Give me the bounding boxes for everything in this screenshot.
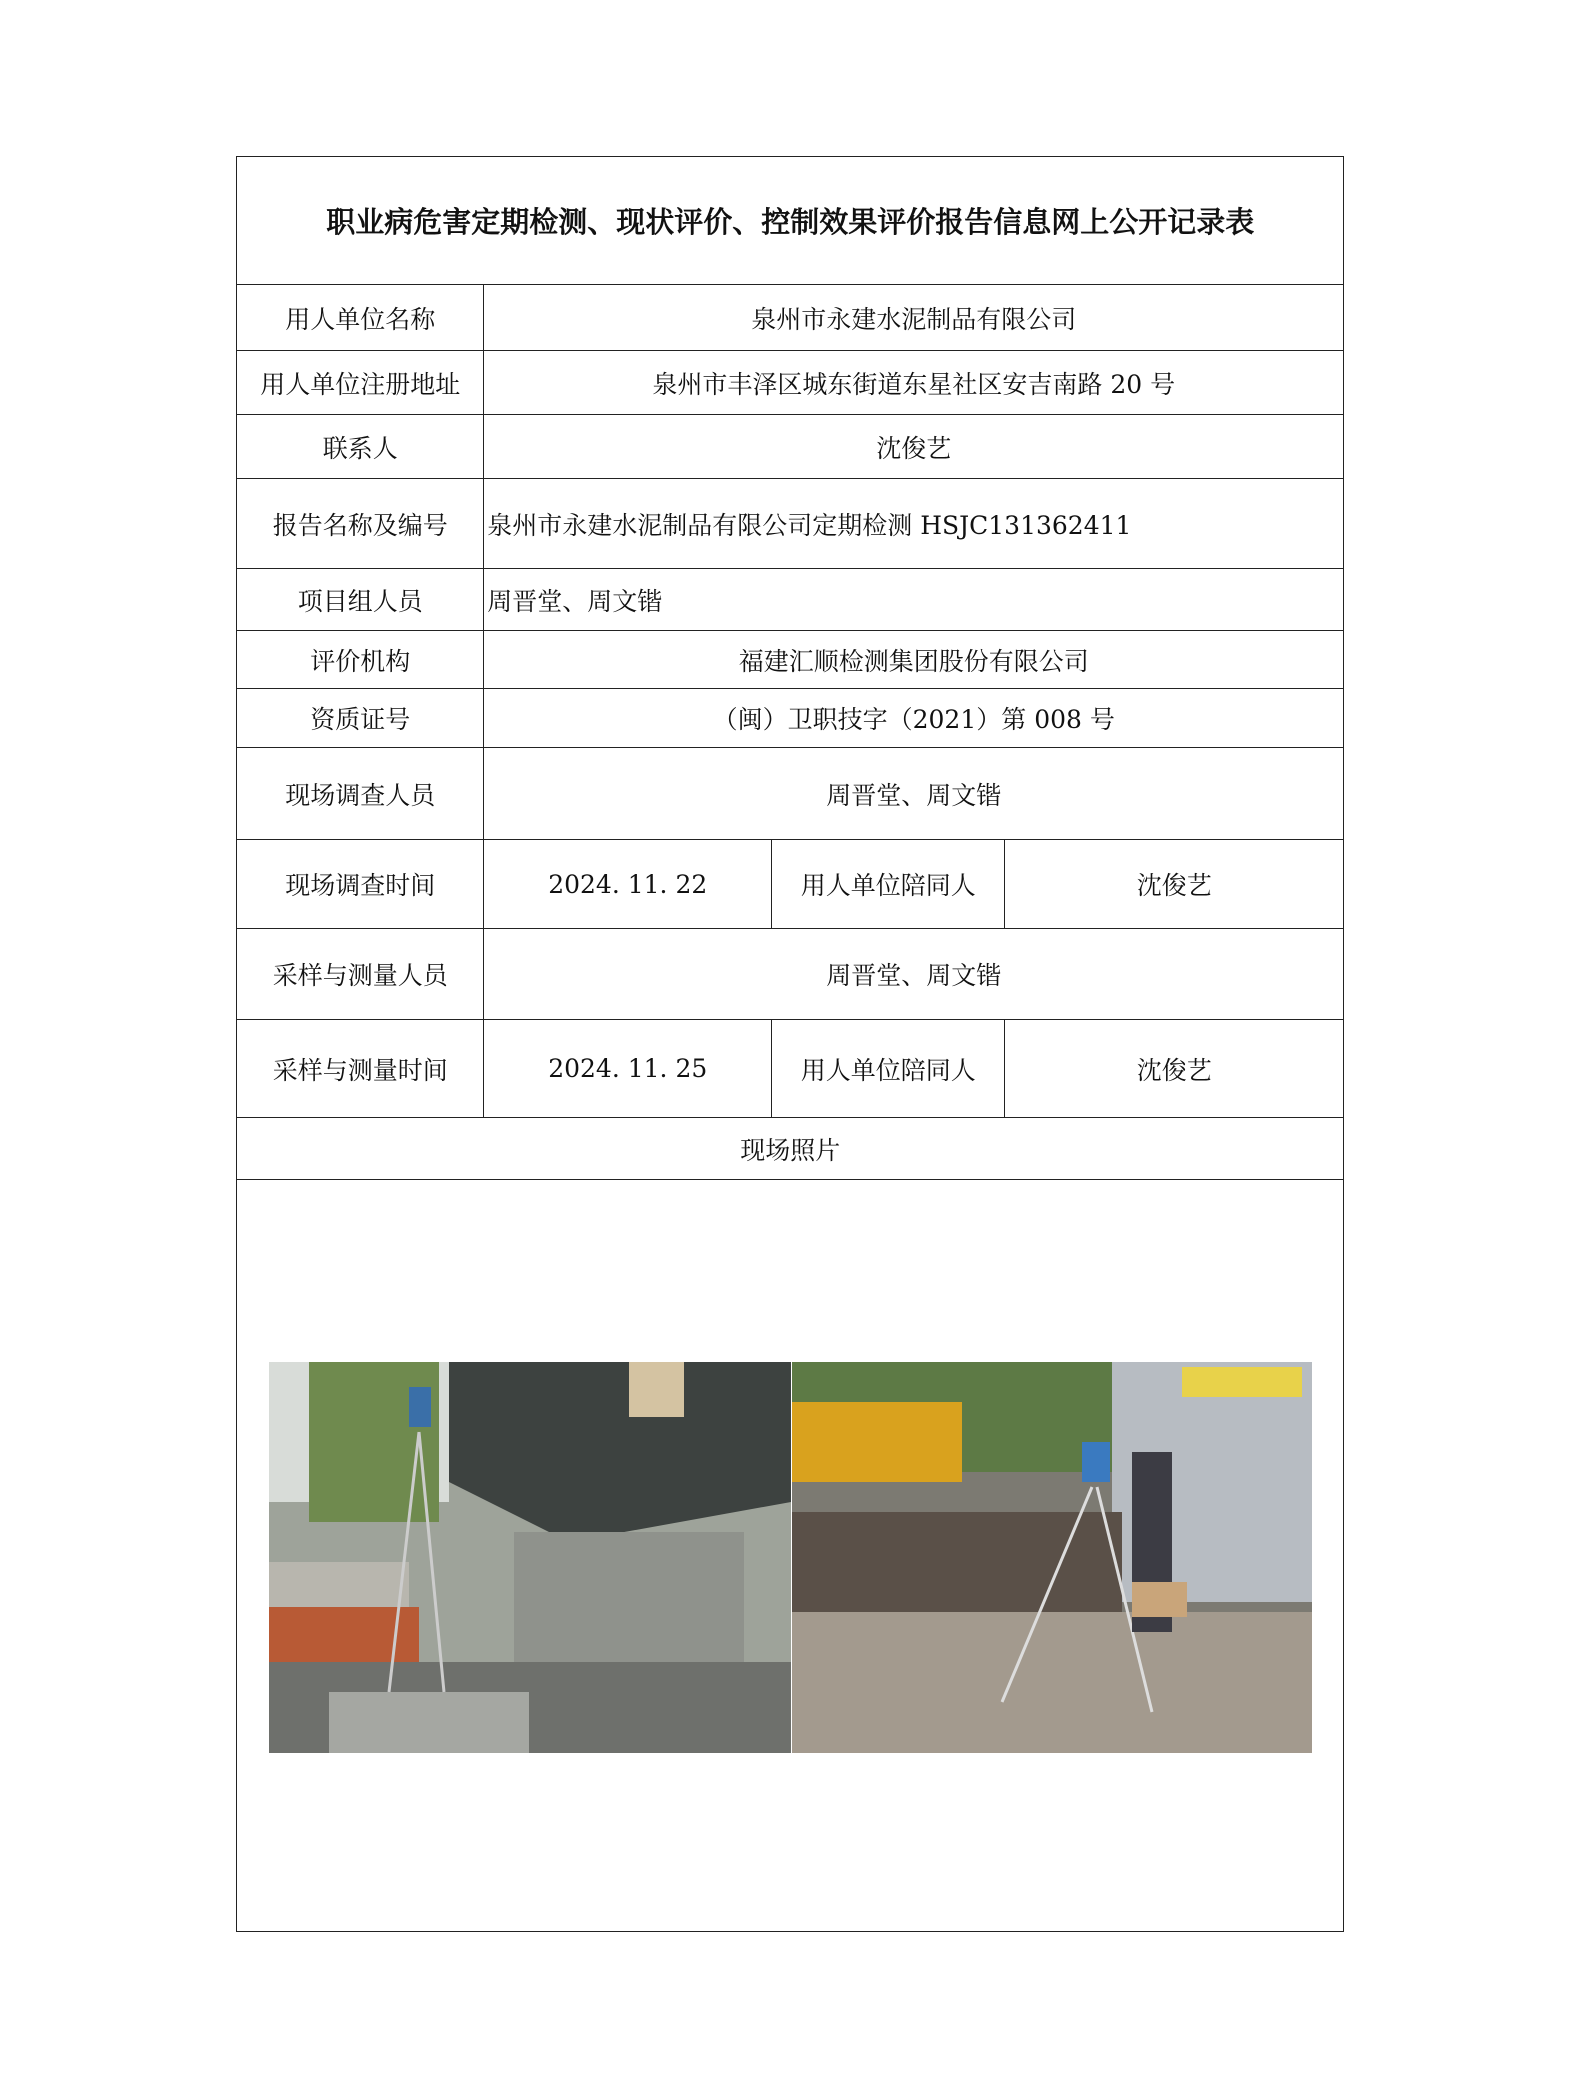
agency-label: 评价机构 — [236, 630, 484, 689]
sampling-time-value: 2024. 11. 25 — [483, 1019, 772, 1118]
employer-address-value: 泉州市丰泽区城东街道东星社区安吉南路 20 号 — [483, 350, 1344, 415]
survey-time-label: 现场调查时间 — [236, 839, 484, 929]
project-members-label: 项目组人员 — [236, 568, 484, 631]
survey-companion-value: 沈俊艺 — [1004, 839, 1344, 929]
site-photo-2 — [792, 1362, 1312, 1753]
contact-value: 沈俊艺 — [483, 414, 1344, 479]
contact-label: 联系人 — [236, 414, 484, 479]
agency-value: 福建汇顺检测集团股份有限公司 — [483, 630, 1344, 689]
employer-name-label: 用人单位名称 — [236, 284, 484, 351]
survey-staff-value: 周晋堂、周文锴 — [483, 747, 1344, 840]
form-title: 职业病危害定期检测、现状评价、控制效果评价报告信息网上公开记录表 — [236, 156, 1344, 285]
certificate-value: （闽）卫职技字（2021）第 008 号 — [483, 688, 1344, 748]
project-members-value: 周晋堂、周文锴 — [483, 568, 1344, 631]
photos-label: 现场照片 — [236, 1117, 1344, 1180]
sampling-companion-label: 用人单位陪同人 — [771, 1019, 1005, 1118]
employer-address-label: 用人单位注册地址 — [236, 350, 484, 415]
survey-time-value: 2024. 11. 22 — [483, 839, 772, 929]
sampling-staff-value: 周晋堂、周文锴 — [483, 928, 1344, 1020]
survey-companion-label: 用人单位陪同人 — [771, 839, 1005, 929]
sampling-time-label: 采样与测量时间 — [236, 1019, 484, 1118]
sampling-staff-label: 采样与测量人员 — [236, 928, 484, 1020]
site-photo-1 — [269, 1362, 791, 1753]
sampling-companion-value: 沈俊艺 — [1004, 1019, 1344, 1118]
report-label: 报告名称及编号 — [236, 478, 484, 569]
employer-name-value: 泉州市永建水泥制品有限公司 — [483, 284, 1344, 351]
certificate-label: 资质证号 — [236, 688, 484, 748]
report-value: 泉州市永建水泥制品有限公司定期检测 HSJC131362411 — [483, 478, 1344, 569]
survey-staff-label: 现场调查人员 — [236, 747, 484, 840]
